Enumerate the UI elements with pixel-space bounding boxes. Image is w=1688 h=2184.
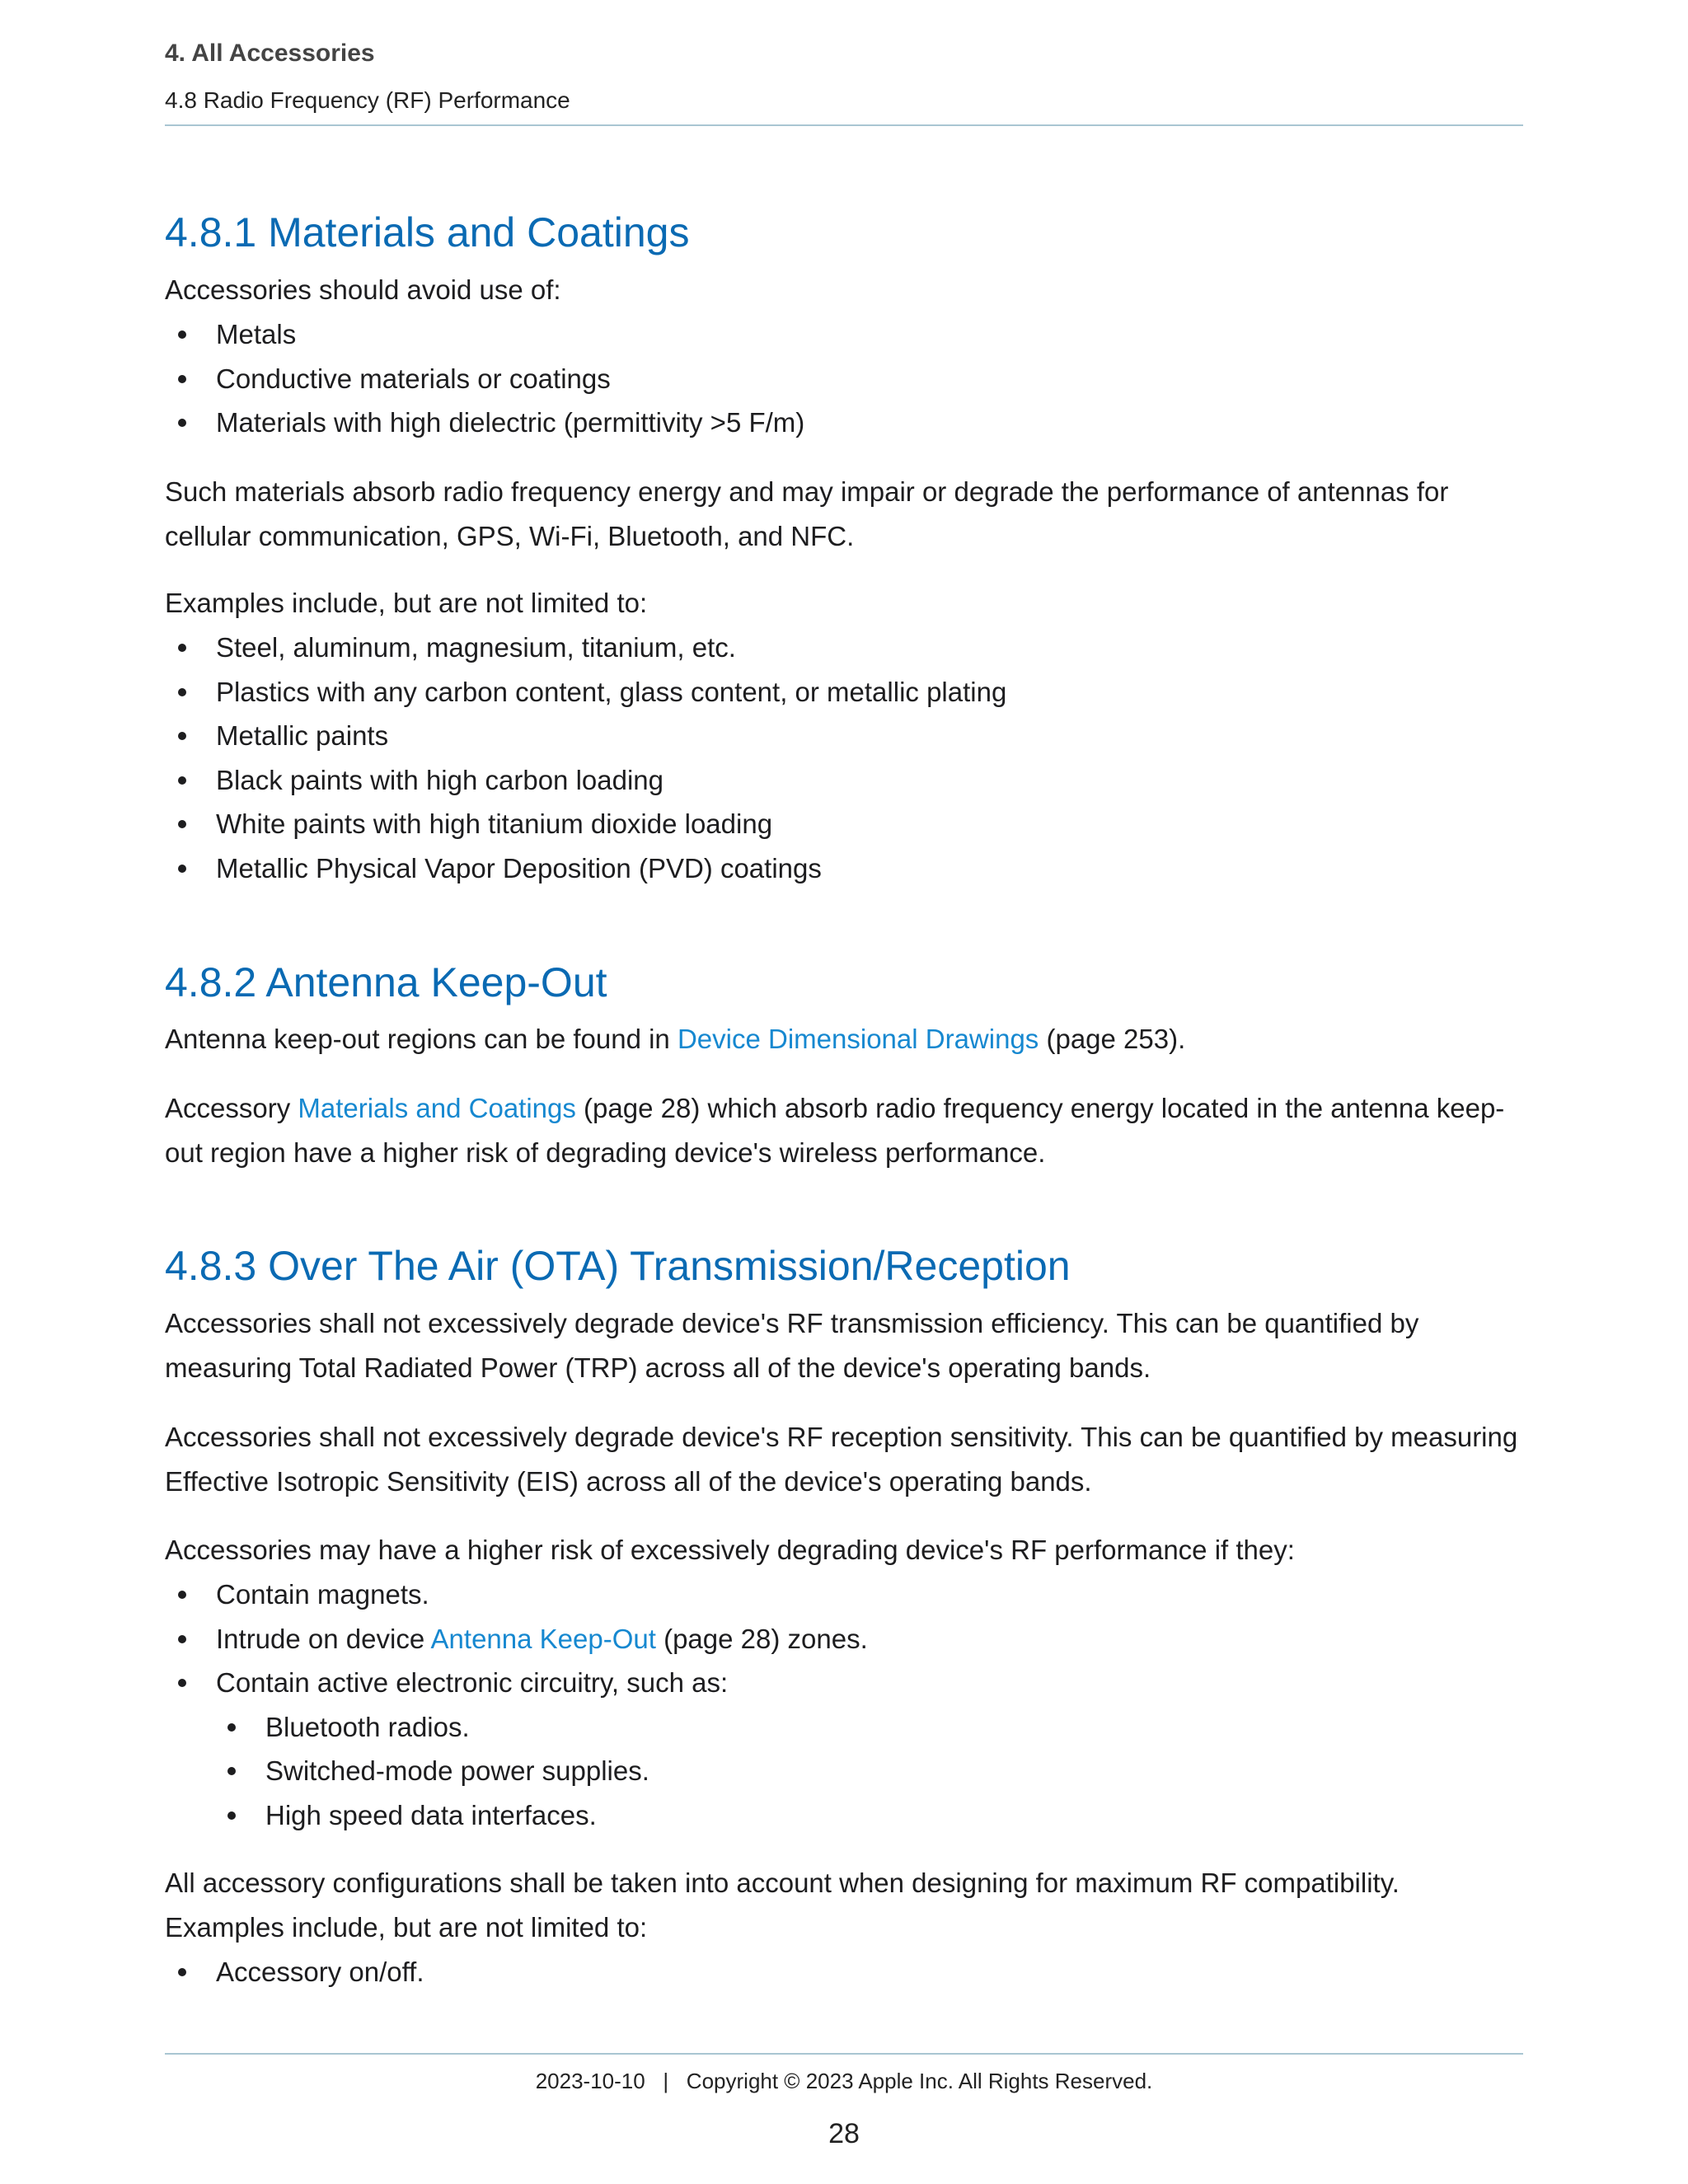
list-item	[165, 758, 1525, 803]
paragraph: Accessories shall not excessively degrade device's RF transmission efficiency. This can be quantified by measuring Total Radiated Power (TRP) across all of the device's operating bands.	[165, 1308, 1419, 1383]
section-title: 4.8 Radio Frequency (RF) Performance	[165, 87, 570, 113]
list-item	[165, 312, 1525, 357]
footer-copyright: 2023-10-10 | Copyright © 2023 Apple Inc. All Rights Reserved.	[535, 2069, 1153, 2093]
list-item-text: Intrude on device	[216, 1623, 431, 1654]
sub-list-item	[165, 1749, 1525, 1793]
bullet-icon	[178, 1635, 186, 1643]
list-item	[165, 802, 1525, 846]
list-item-text: Plastics with any carbon content, glass content, or metallic plating	[216, 676, 1007, 707]
list-item	[165, 626, 1525, 670]
risk-list	[165, 1572, 1525, 1837]
link-materials-and-coatings[interactable]: Materials and Coatings	[298, 1093, 576, 1123]
list-item	[165, 846, 1525, 891]
heading-antenna-keep-out: 4.8.2 Antenna Keep-Out	[165, 959, 607, 1005]
paragraph: Accessories shall not excessively degrade device's RF reception sensitivity. This can be quantified by measuring Effective Isotropic Sensitivity (EIS) across all of the device's operating bands.	[165, 1422, 1518, 1497]
examples-list	[165, 626, 1525, 890]
list-item	[165, 670, 1525, 715]
bullet-icon	[227, 1723, 236, 1732]
list-item	[165, 357, 1525, 401]
text: (page 28) which absorb radio frequency energy located in the antenna keep-out region have a higher risk of degrading device's wireless performance.	[165, 1093, 1505, 1168]
header-divider	[165, 124, 1523, 126]
list-item-text: Metallic paints	[216, 720, 389, 751]
paragraph: Such materials absorb radio frequency energy and may impair or degrade the performance of antennas for cellular communication, GPS, Wi-Fi, Bluetooth, and NFC.	[165, 476, 1449, 551]
paragraph	[165, 1086, 1525, 1174]
sub-list-item	[165, 1793, 1525, 1838]
list-item-text: Materials with high dielectric (permittivity >5 F/m)	[216, 407, 805, 438]
list-item	[165, 401, 1525, 445]
list-item-text: Accessory on/off.	[216, 1957, 424, 1987]
list-item-text: Bluetooth radios.	[265, 1711, 470, 1742]
paragraph: Accessories may have a higher risk of excessively degrading device's RF performance if they:	[165, 1535, 1295, 1565]
avoid-list	[165, 312, 1525, 445]
list-item-text: Steel, aluminum, magnesium, titanium, etc.	[216, 632, 736, 663]
paragraph: All accessory configurations shall be taken into account when designing for maximum RF compatibility. Examples include, but are not limited to:	[165, 1868, 1400, 1943]
paragraph	[165, 1017, 1525, 1062]
list-item	[165, 1661, 1525, 1705]
text: Antenna keep-out regions can be found in	[165, 1024, 678, 1054]
bullet-icon	[178, 419, 186, 427]
chapter-title: 4. All Accessories	[165, 40, 375, 67]
text: (page 253).	[1039, 1024, 1186, 1054]
bullet-icon	[178, 1968, 186, 1976]
paragraph: Accessories should avoid use of:	[165, 274, 561, 305]
list-item-text: Metals	[216, 319, 297, 349]
list-item	[165, 1572, 1525, 1617]
footer-divider	[165, 2053, 1523, 2055]
list-item-text: Contain active electronic circuitry, such as:	[216, 1667, 729, 1698]
list-item	[165, 714, 1525, 758]
bullet-icon	[178, 865, 186, 873]
bullet-icon	[178, 732, 186, 740]
bullet-icon	[178, 375, 186, 383]
bullet-icon	[227, 1811, 236, 1820]
list-item-text: White paints with high titanium dioxide loading	[216, 808, 773, 839]
list-item	[165, 1950, 1525, 1994]
list-item	[165, 1617, 1525, 1661]
sub-list-item	[165, 1705, 1525, 1750]
link-antenna-keep-out[interactable]: Antenna Keep-Out	[430, 1623, 656, 1654]
list-item-text: Contain magnets.	[216, 1579, 429, 1610]
list-item-text: Switched-mode power supplies.	[265, 1755, 649, 1786]
list-item-text: (page 28) zones.	[655, 1623, 868, 1654]
bullet-icon	[178, 1679, 186, 1687]
bullet-icon	[178, 820, 186, 828]
bullet-icon	[178, 644, 186, 652]
page-number: 28	[828, 2118, 860, 2149]
list-item-text: Black paints with high carbon loading	[216, 764, 664, 795]
list-item-text: High speed data interfaces.	[265, 1799, 597, 1830]
heading-ota: 4.8.3 Over The Air (OTA) Transmission/Reception	[165, 1243, 1071, 1289]
list-item-text: Metallic Physical Vapor Deposition (PVD) coatings	[216, 852, 822, 883]
link-device-dimensional-drawings[interactable]: Device Dimensional Drawings	[677, 1024, 1039, 1054]
paragraph: Examples include, but are not limited to:	[165, 588, 648, 618]
bullet-icon	[227, 1767, 236, 1775]
bullet-icon	[178, 330, 186, 339]
list-item-text: Conductive materials or coatings	[216, 363, 611, 394]
bullet-icon	[178, 1591, 186, 1599]
bullet-icon	[178, 688, 186, 696]
bullet-icon	[178, 776, 186, 785]
heading-materials-coatings: 4.8.1 Materials and Coatings	[165, 209, 690, 255]
config-list	[165, 1950, 1525, 1994]
text: Accessory	[165, 1093, 298, 1123]
